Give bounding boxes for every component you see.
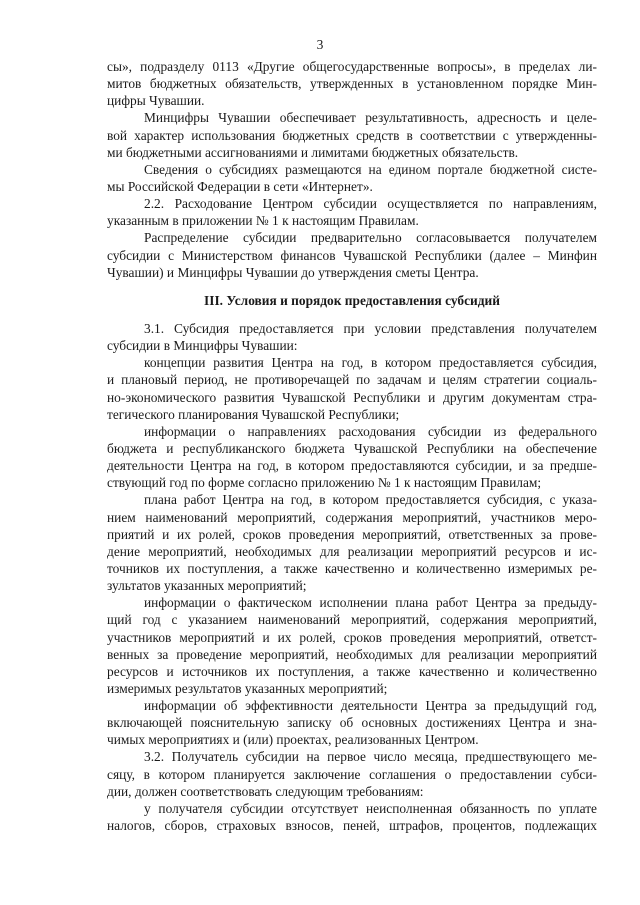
text-line: субсидии с Министерством финансов Чувашской Республики (далее – Минфин bbox=[107, 247, 597, 263]
text-line: зультатов указанных мероприятий; bbox=[107, 578, 307, 594]
paragraph bbox=[107, 58, 597, 109]
text-line: точников их поступления, а также качественно и количественно измеримых ре- bbox=[107, 560, 597, 576]
text-line: приятий и их ролей, сроков проведения мероприятий, ответственных за прове- bbox=[107, 526, 597, 542]
paragraph bbox=[107, 161, 597, 195]
text-line: тегического планирования Чувашской Республики; bbox=[107, 406, 400, 422]
text-line: Сведения о субсидиях размещаются на едином портале бюджетной систе- bbox=[144, 161, 597, 177]
paragraph bbox=[107, 423, 597, 492]
paragraph bbox=[107, 697, 597, 748]
text-line: бюджета и республиканского бюджета Чувашской Республики на обеспечение bbox=[107, 440, 597, 456]
paragraph bbox=[107, 748, 597, 799]
text-line: венных за проведение мероприятий, необходимых для реализации мероприятий bbox=[107, 646, 597, 662]
text-line: деятельности Центра на год, в котором предоставляются субсидии, и за предше- bbox=[107, 458, 597, 474]
text-line: концепции развития Центра на год, в котором предоставляется субсидия, bbox=[144, 355, 597, 371]
text-line: митов бюджетных обязательств, утвержденных в установленном порядке Мин- bbox=[107, 76, 597, 92]
text-line: дии, должен соответствовать следующим требованиям: bbox=[107, 783, 424, 799]
text-line: щий год с указанием наименований мероприятий, содержания мероприятий, bbox=[107, 612, 597, 628]
text-line: вой характер использования бюджетных средств в соответствии с утвержденны- bbox=[107, 127, 597, 143]
text-line: включающей пояснительную записку об основных достижениях Центра и зна- bbox=[107, 715, 597, 731]
section-3-body bbox=[107, 320, 597, 834]
text-line: указанным в приложении № 1 к настоящим Правилам. bbox=[107, 213, 419, 229]
paragraph bbox=[107, 109, 597, 160]
text-line: Распределение субсидии предварительно согласовывается получателем bbox=[144, 230, 597, 246]
paragraph bbox=[107, 354, 597, 423]
text-line: налогов, сборов, страховых взносов, пеней, штрафов, процентов, подлежащих bbox=[107, 818, 597, 834]
paragraph bbox=[107, 594, 597, 697]
text-line: у получателя субсидии отсутствует неисполненная обязанность по уплате bbox=[144, 800, 597, 816]
text-line: Минцифры Чувашии обеспечивает результативность, адресность и целе- bbox=[144, 110, 597, 126]
document-body bbox=[107, 58, 597, 834]
text-line: информации о фактическом исполнении плана работ Центра за предыду- bbox=[144, 595, 597, 611]
text-line: цифры Чувашии. bbox=[107, 93, 205, 109]
text-line: ресурсов и источников их поступления, а также качественно и количественно bbox=[107, 663, 597, 679]
text-line: ми бюджетными ассигнованиями и лимитами бюджетных обязательств. bbox=[107, 144, 519, 160]
text-line: сы», подразделу 0113 «Другие общегосударственные вопросы», в пределах ли- bbox=[107, 59, 597, 74]
paragraph bbox=[107, 800, 597, 834]
section-2-continuation bbox=[107, 58, 597, 281]
paragraph bbox=[107, 320, 597, 354]
section-heading: III. Условия и порядок предоставления субсидий bbox=[204, 292, 500, 308]
text-line: чимых мероприятиях и (или) проектах, реализованных Центром. bbox=[107, 732, 479, 748]
text-line: ствующий год по форме согласно приложению № 1 к настоящим Правилам; bbox=[107, 475, 542, 491]
text-line: Чувашии) и Минцифры Чувашии до утверждения сметы Центра. bbox=[107, 264, 479, 280]
text-line: нием наименований мероприятий, содержания мероприятий, участников меро- bbox=[107, 509, 597, 525]
text-line: но-экономического развития Чувашской Республики и другим документам стра- bbox=[107, 389, 597, 405]
text-line: 3.2. Получатель субсидии на первое число месяца, предшествующего ме- bbox=[144, 749, 597, 765]
paragraph bbox=[107, 229, 597, 280]
text-line: измеримых результатов указанных мероприятий; bbox=[107, 680, 388, 696]
paragraph bbox=[107, 491, 597, 594]
text-line: и плановый период, не противоречащей по задачам и целям стратегии социаль- bbox=[107, 372, 597, 388]
text-line: 3.1. Субсидия предоставляется при условии представления получателем bbox=[144, 320, 597, 336]
text-line: мы Российской Федерации в сети «Интернет». bbox=[107, 178, 373, 194]
text-line: субсидии в Минцифры Чувашии: bbox=[107, 338, 298, 354]
text-line: участников мероприятий и их ролей, сроков проведения мероприятий, ответст- bbox=[107, 629, 597, 645]
paragraph bbox=[107, 195, 597, 229]
text-line: плана работ Центра на год, в котором предоставляется субсидия, с указа- bbox=[144, 492, 597, 508]
text-line: 2.2. Расходование Центром субсидии осуществляется по направлениям, bbox=[144, 196, 597, 212]
text-line: информации об эффективности деятельности Центра за предыдущий год, bbox=[144, 698, 597, 714]
text-line: дение мероприятий, необходимых для реализации мероприятий ресурсов и ис- bbox=[107, 543, 597, 559]
page-number: 3 bbox=[316, 37, 324, 52]
text-line: сяцу, в котором планируется заключение соглашения о предоставлении субси- bbox=[107, 766, 597, 782]
text-line: информации о направлениях расходования субсидии из федерального bbox=[144, 423, 597, 439]
